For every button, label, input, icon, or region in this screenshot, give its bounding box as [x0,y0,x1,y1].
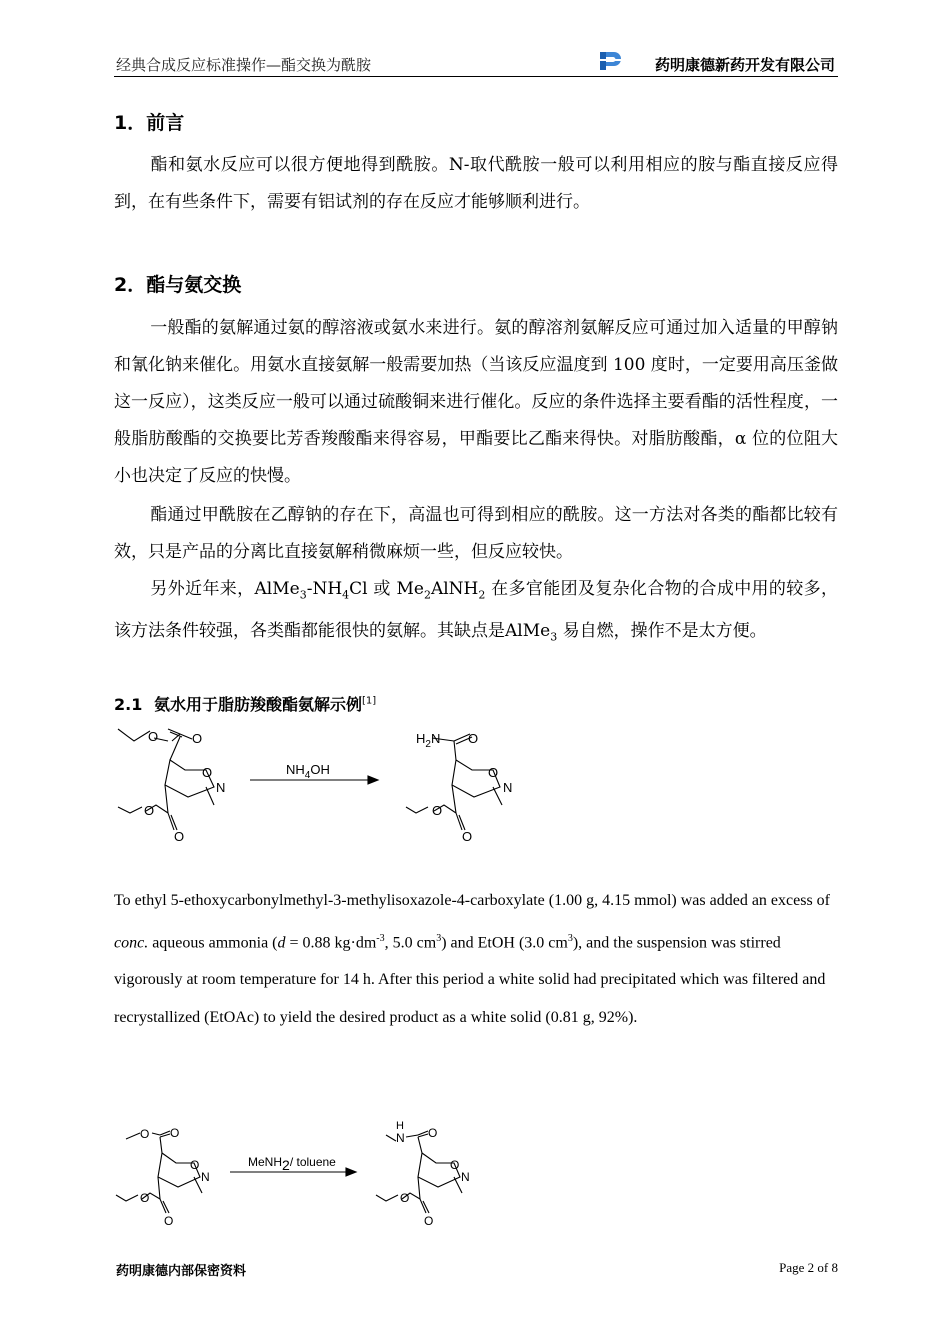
text-run: = 0.88 kg·dm [285,933,377,951]
subsection-title: 氨水用于脂肪羧酸酯氨解示例 [154,695,363,714]
product-o-bottom: O [462,829,473,844]
section1-text: 酯和氨水反应可以很方便地得到酰胺。N-取代酰胺一般可以利用相应的胺与酯直接反应得到，在有些条件下，需要有铝试剂的存在反应才能够顺利进行。 [114,155,838,212]
sm-o-bottom: O [174,829,185,844]
sm-ring-o: O [202,765,213,780]
text-run: To ethyl 5-ethoxycarbonylmethyl-3-methylisoxazole-4-carboxylate (1.00 g, 4.15 mmol) was added an excess of [114,892,830,909]
subscript: 4 [342,588,350,602]
h-label: H [416,731,426,746]
section2-text-2: 酯通过甲酰胺在乙醇钠的存在下，高温也可得到相应的酰胺。这一方法对各类的酯都比较有效，只是产品的分离比直接氨解稍微麻烦一些，但反应较快。 [114,505,838,562]
sm-o-top: O [148,729,159,744]
reaction-scheme-1 [110,725,530,850]
sm2-o-ester: O [140,1127,150,1141]
page-number: Page 2 of 8 [779,1260,838,1275]
subscript: 3 [299,588,307,602]
text-run: Cl 或 Me [349,579,424,599]
text-run: 在多官能团及复杂化合物的合成中用的较多，该方法条件较强，各类酯都能很快的氨解。其缺点是AlMe [114,579,838,642]
subscript: 2 [423,588,431,602]
footer-confidential: 药明康德内部保密资料 [116,1264,247,1279]
subsection-heading [114,692,376,715]
sm-o-ester: O [144,803,155,818]
section1-heading: 1．前言 [114,112,185,134]
section2-heading: 2．酯与氨交换 [114,274,242,296]
section2-paragraph-3 [114,571,838,656]
reagent-label-2 [248,1155,336,1173]
section1-paragraph [114,147,838,221]
reagent-text: OH [310,762,330,777]
n-label: N [430,731,441,746]
sm-ethyl-chain [118,729,150,741]
procedure-paragraph [114,882,838,1036]
text-run: AlNH [430,579,479,599]
text-run: 另外近年来，AlMe [150,579,300,599]
reagent-subscript: 2 [282,1157,290,1173]
text-run: , 5.0 cm [384,933,437,951]
sm2-o-lower: O [140,1191,150,1205]
reagent-text: / toluene [289,1155,336,1169]
h-subscript: 2 [425,739,431,750]
header-title: 经典合成反应标准操作—酯交换为酰胺 [116,56,372,74]
text-run: ), and the suspension was stirred vigorously at room temperature for 14 h. After this period a white solid had precipitated which was filtered and recrystallized (EtOAc) to yield the desired product as a white solid (0.81 g, 92%). [114,933,826,1026]
product-amide-nh2 [416,731,440,750]
section2-text-1: 一般酯的氨解通过氨的醇溶液或氨水来进行。氨的醇溶剂氨解反应可通过加入适量的甲醇钠和氰化钠来催化。用氨水直接氨解一般需要加热（当该反应温度到 100 度时，一定要用高压釜做这一反应），这类反应一般可以通过硫酸铜来进行催化。反应的条件选择主要看酯的活性程度，一般脂肪酸酯的交换要比芳香羧酸酯来得容易，甲酯要比乙酯来得快。对脂肪酸酯，α 位的位阻大小也决定了反应的快慢。 [114,318,838,486]
product-o-ester: O [432,803,443,818]
product2-ring-n: N [461,1170,470,1184]
text-run: -NH [306,579,343,599]
product2-o-top: O [428,1126,438,1140]
reference-marker[interactable]: [1] [362,695,377,707]
sm2-ring-o: O [190,1158,200,1172]
text-italic: conc. [114,933,149,951]
superscript: 3 [436,932,442,944]
reagent-label-1 [286,762,330,781]
text-italic: d [277,933,286,951]
header-company: 药明康德新药开发有限公司 [654,56,835,74]
product2-o-lower: O [400,1191,410,1205]
product2-o-bottom: O [424,1214,434,1228]
text-run: 易自燃，操作不是太方便。 [557,621,767,642]
sm-ring-n: N [216,780,226,795]
superscript: 3 [567,932,573,944]
reagent-subscript: 4 [304,770,311,781]
reagent-text: NH [286,762,305,777]
section2-paragraph-1 [114,310,838,495]
header-divider [114,76,838,77]
reagent-text: MeNH [248,1155,283,1169]
company-logo-icon [598,48,626,74]
sm2-o-carbonyl: O [170,1126,180,1140]
sm2-o-bottom: O [164,1214,174,1228]
text-run: aqueous ammonia ( [148,933,278,951]
section2-paragraph-2 [114,497,838,571]
sm2-ring-n: N [201,1170,210,1184]
superscript: -3 [376,932,385,944]
product2-h: H [396,1120,404,1132]
subscript: 3 [550,630,558,644]
product-ring-n: N [503,780,513,795]
subscript: 2 [478,588,486,602]
product2-n: N [396,1131,405,1145]
product-o-top: O [468,731,479,746]
text-run: ) and EtOH (3.0 cm [441,933,568,951]
subsection-number: 2.1 [114,695,143,714]
product2-ring-o: O [450,1158,460,1172]
product-ring-o: O [488,765,499,780]
reaction-scheme-2 [110,1115,490,1235]
sm-o-carbonyl: O [192,731,203,746]
